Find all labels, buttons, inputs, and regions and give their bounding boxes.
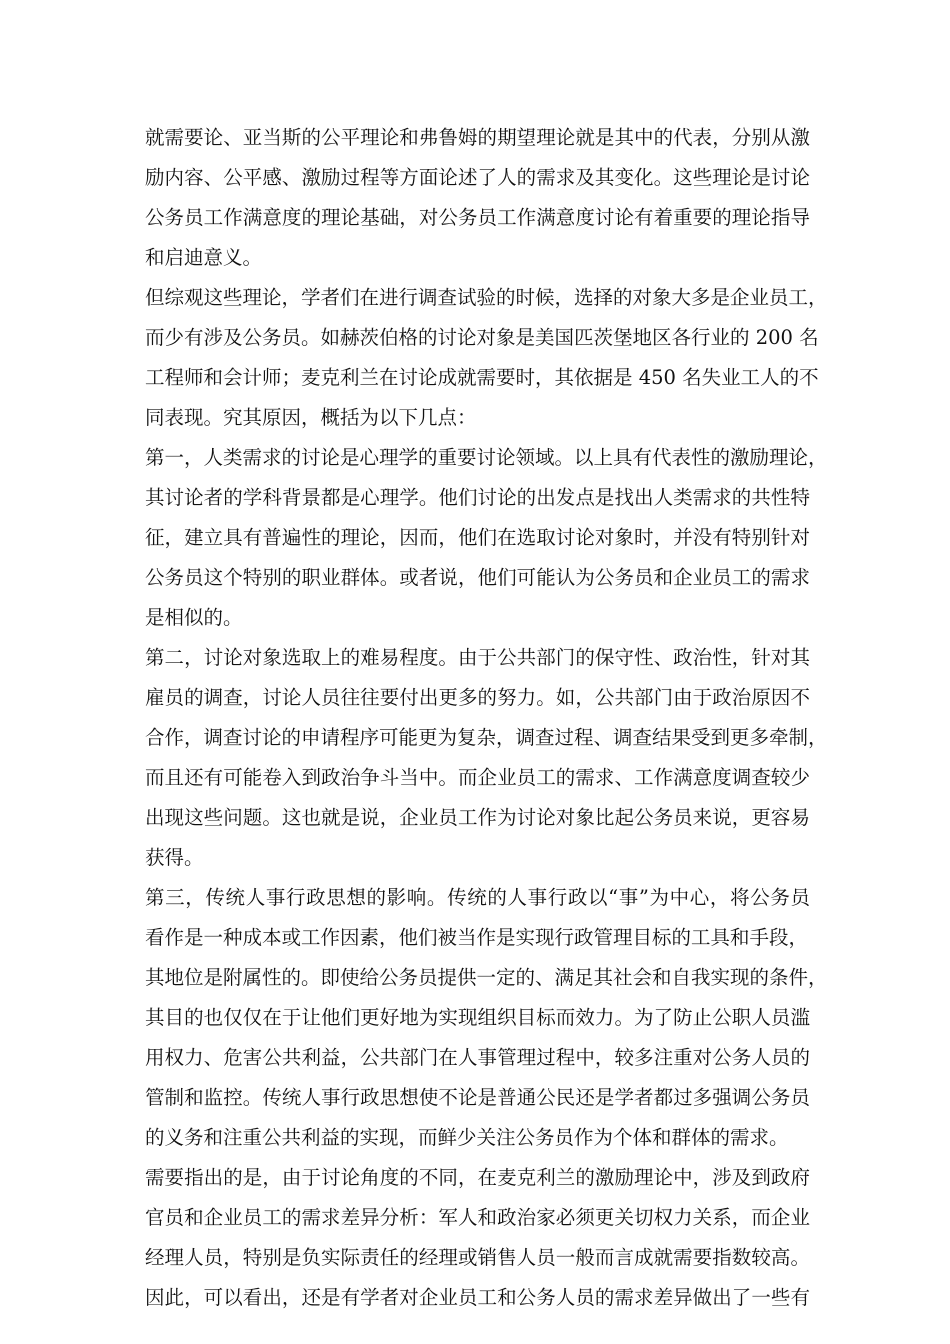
text-line: 获得。 bbox=[145, 846, 204, 869]
text-line: 官员和企业员工的需求差异分析：军人和政治家必须更关切权力关系，而企业 bbox=[145, 1206, 810, 1229]
text-line: 经理人员，特别是负实际责任的经理或销售人员一般而言成就需要指数较高。 bbox=[145, 1246, 810, 1269]
text-line: 但综观这些理论，学者们在进行调查试验的时候，选择的对象大多是企业员工， bbox=[145, 286, 828, 309]
text-line: 其目的也仅仅在于让他们更好地为实现组织目标而效力。为了防止公职人员滥 bbox=[145, 1006, 810, 1029]
text-line: 同表现。究其原因，概括为以下几点： bbox=[145, 406, 477, 429]
text-line: 需要指出的是，由于讨论角度的不同，在麦克利兰的激励理论中，涉及到政府 bbox=[145, 1166, 810, 1189]
text-line: 的义务和注重公共利益的实现，而鲜少关注公务员作为个体和群体的需求。 bbox=[145, 1126, 789, 1149]
text-line: 公务员工作满意度的理论基础，对公务员工作满意度讨论有着重要的理论指导 bbox=[145, 206, 810, 229]
text-line: 而且还有可能卷入到政治争斗当中。而企业员工的需求、工作满意度调查较少 bbox=[145, 766, 810, 789]
text-line: 就需要论、亚当斯的公平理论和弗鲁姆的期望理论就是其中的代表，分别从激 bbox=[145, 126, 810, 149]
text-line: 征，建立具有普遍性的理论，因而，他们在选取讨论对象时，并没有特别针对 bbox=[145, 526, 810, 549]
text-line: 而少有涉及公务员。如赫茨伯格的讨论对象是美国匹茨堡地区各行业的 200 名 bbox=[145, 326, 819, 349]
text-line: 雇员的调查，讨论人员往往要付出更多的努力。如，公共部门由于政治原因不 bbox=[145, 686, 810, 709]
text-line: 看作是一种成本或工作因素，他们被当作是实现行政管理目标的工具和手段， bbox=[145, 926, 809, 949]
text-line: 出现这些问题。这也就是说，企业员工作为讨论对象比起公务员来说，更容易 bbox=[145, 806, 810, 829]
text-line: 工程师和会计师；麦克利兰在讨论成就需要时，其依据是 450 名失业工人的不 bbox=[145, 366, 819, 389]
text-line: 第二，讨论对象选取上的难易程度。由于公共部门的保守性、政治性，针对其 bbox=[145, 646, 810, 669]
text-line: 其地位是附属性的。即使给公务员提供一定的、满足其社会和自我实现的条件， bbox=[145, 966, 828, 989]
document-body bbox=[145, 118, 828, 1318]
text-line: 励内容、公平感、激励过程等方面论述了人的需求及其变化。这些理论是讨论 bbox=[145, 166, 810, 189]
text-line: 和启迪意义。 bbox=[145, 246, 263, 269]
text-line: 因此，可以看出，还是有学者对企业员工和公务人员的需求差异做出了一些有 bbox=[145, 1286, 810, 1309]
text-line: 第一，人类需求的讨论是心理学的重要讨论领域。以上具有代表性的激励理论， bbox=[145, 446, 828, 469]
text-line: 管制和监控。传统人事行政思想使不论是普通公民还是学者都过多强调公务员 bbox=[145, 1086, 810, 1109]
text-line: 第三，传统人事行政思想的影响。传统的人事行政以“事”为中心，将公务员 bbox=[145, 886, 810, 909]
text-line: 用权力、危害公共利益，公共部门在人事管理过程中，较多注重对公务人员的 bbox=[145, 1046, 810, 1069]
text-line: 其讨论者的学科背景都是心理学。他们讨论的出发点是找出人类需求的共性特 bbox=[145, 486, 810, 509]
text-line: 是相似的。 bbox=[145, 606, 243, 629]
text-line: 合作，调查讨论的申请程序可能更为复杂，调查过程、调查结果受到更多牵制， bbox=[145, 726, 828, 749]
text-line: 公务员这个特别的职业群体。或者说，他们可能认为公务员和企业员工的需求 bbox=[145, 566, 810, 589]
